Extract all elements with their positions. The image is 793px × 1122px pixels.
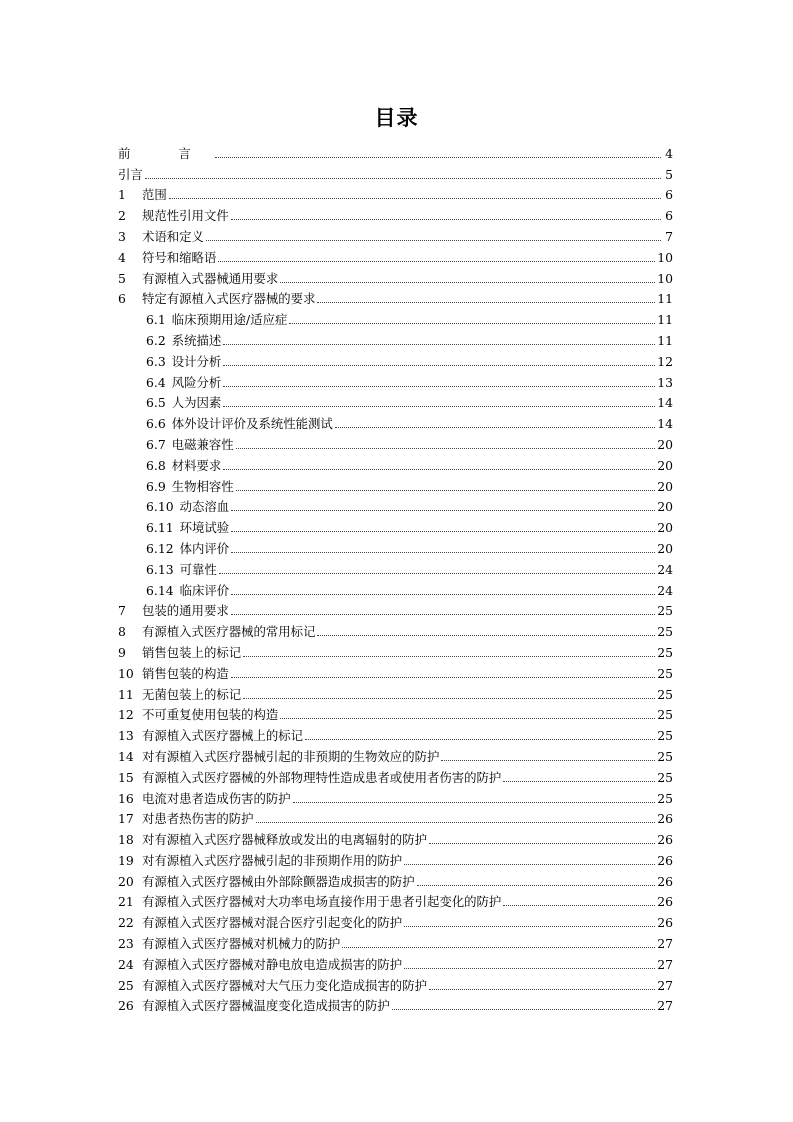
- toc-entry[interactable]: [118, 452, 673, 473]
- toc-entry-title: 包装的通用要求: [142, 603, 229, 619]
- toc-entry-title: 对有源植入式医疗器械释放或发出的电离辐射的防护: [142, 832, 427, 848]
- toc-entry-page-number: 25: [657, 603, 673, 619]
- toc-entry[interactable]: [118, 972, 673, 993]
- toc-entry-number: 4: [118, 249, 126, 265]
- dot-leader: [231, 677, 655, 678]
- toc-entry-title: 有源植入式医疗器械对混合医疗引起变化的防护: [142, 915, 403, 931]
- toc-entry-title: 生物相容性: [171, 478, 234, 494]
- toc-entry-number: 5: [118, 270, 126, 286]
- toc-entry[interactable]: [118, 785, 673, 806]
- toc-entry-page-number: 27: [657, 956, 673, 972]
- toc-entry-title: 规范性引用文件: [142, 208, 229, 224]
- dot-leader: [231, 552, 655, 553]
- toc-entry-page-number: 20: [657, 457, 673, 473]
- toc-entry[interactable]: [118, 410, 673, 431]
- toc-entry-number: 16: [118, 790, 134, 806]
- toc-entry-title: 引言: [118, 166, 143, 182]
- toc-entry-title: 风险分析: [171, 374, 222, 390]
- toc-entry-title: 有源植入式医疗器械对机械力的防护: [142, 936, 341, 952]
- dot-leader: [169, 198, 661, 199]
- toc-entry[interactable]: [118, 639, 673, 660]
- dot-leader: [404, 926, 655, 927]
- toc-entry-title: 环境试验: [179, 520, 230, 536]
- toc-entry-title: 销售包装的构造: [142, 665, 229, 681]
- toc-entry-title: 有源植入式医疗器械由外部除颤器造成损害的防护: [142, 873, 415, 889]
- dot-leader: [289, 323, 655, 324]
- toc-entry-title: 符号和缩略语: [142, 249, 217, 265]
- toc-entry-title: 无菌包装上的标记: [142, 686, 242, 702]
- toc-entry[interactable]: [118, 286, 673, 307]
- toc-entry-title: 有源植入式器械通用要求: [142, 270, 279, 286]
- toc-entry[interactable]: [118, 909, 673, 930]
- toc-entry[interactable]: [118, 306, 673, 327]
- toc-entry[interactable]: [118, 743, 673, 764]
- dot-leader: [145, 178, 661, 179]
- toc-entry-number: 6.10: [146, 499, 174, 515]
- toc-entry-page-number: 13: [657, 374, 673, 390]
- toc-entry-page-number: 14: [657, 395, 673, 411]
- dot-leader: [429, 843, 655, 844]
- toc-entry[interactable]: [118, 806, 673, 827]
- toc-entry-title: 前 言: [118, 145, 213, 161]
- toc-entry-number: 6: [118, 291, 126, 307]
- dot-leader: [404, 864, 655, 865]
- toc-entry-number: 6.8: [146, 457, 166, 473]
- toc-entry-page-number: 24: [657, 561, 673, 577]
- toc-entry-page-number: 27: [657, 977, 673, 993]
- toc-entry[interactable]: [118, 722, 673, 743]
- toc-entry[interactable]: [118, 140, 673, 161]
- toc-entry-title: 范围: [142, 187, 167, 203]
- toc-entry-number: 3: [118, 228, 126, 244]
- toc-entry-page-number: 26: [657, 894, 673, 910]
- toc-entry-title: 有源植入式医疗器械的常用标记: [142, 624, 316, 640]
- dot-leader: [206, 240, 661, 241]
- toc-entry-number: 6.11: [146, 520, 174, 536]
- toc-entry-title: 电磁兼容性: [171, 436, 234, 452]
- toc-entry-title: 体内评价: [179, 540, 230, 556]
- dot-leader: [256, 822, 656, 823]
- dot-leader: [243, 656, 655, 657]
- dot-leader: [219, 573, 655, 574]
- toc-entry-page-number: 20: [657, 436, 673, 452]
- toc-entry[interactable]: [118, 930, 673, 951]
- toc-entry-number: 20: [118, 873, 134, 889]
- toc-entry-title: 销售包装上的标记: [142, 644, 242, 660]
- dot-leader: [223, 365, 655, 366]
- dot-leader: [231, 219, 661, 220]
- toc-entry-title: 设计分析: [171, 353, 222, 369]
- dot-leader: [503, 781, 655, 782]
- dot-leader: [223, 406, 655, 407]
- toc-entry[interactable]: [118, 390, 673, 411]
- toc-entry-page-number: 26: [657, 832, 673, 848]
- toc-entry-title: 对患者热伤害的防护: [142, 811, 254, 827]
- toc-entry[interactable]: [118, 431, 673, 452]
- toc-entry[interactable]: [118, 951, 673, 972]
- toc-entry-number: 1: [118, 187, 126, 203]
- toc-entry-number: 6.1: [146, 312, 166, 328]
- toc-entry[interactable]: [118, 681, 673, 702]
- toc-entry-page-number: 25: [657, 728, 673, 744]
- toc-entry-number: 6.7: [146, 436, 166, 452]
- dot-leader: [429, 989, 655, 990]
- toc-entry-page-number: 25: [657, 748, 673, 764]
- dot-leader: [280, 282, 655, 283]
- dot-leader: [404, 968, 655, 969]
- toc-entry[interactable]: [118, 993, 673, 1014]
- toc-entry-title: 电流对患者造成伤害的防护: [142, 790, 291, 806]
- toc-entry-number: 10: [118, 665, 134, 681]
- dot-leader: [243, 698, 655, 699]
- toc-entry-number: 6.6: [146, 416, 166, 432]
- dot-leader: [317, 635, 655, 636]
- dot-leader: [280, 718, 655, 719]
- toc-entry-page-number: 25: [657, 644, 673, 660]
- toc-entry[interactable]: [118, 327, 673, 348]
- toc-entry-title: 特定有源植入式医疗器械的要求: [142, 291, 316, 307]
- toc-entry-title: 动态溶血: [179, 499, 230, 515]
- toc-entry-page-number: 25: [657, 707, 673, 723]
- toc-entry-page-number: 5: [665, 166, 673, 182]
- toc-entry-title: 术语和定义: [142, 228, 204, 244]
- toc-entry-number: 21: [118, 894, 134, 910]
- toc-entry-title: 体外设计评价及系统性能测试: [171, 416, 333, 432]
- toc-entry-page-number: 11: [657, 332, 673, 348]
- toc-entry[interactable]: [118, 847, 673, 868]
- toc-entry-number: 13: [118, 728, 134, 744]
- toc-entry-page-number: 26: [657, 811, 673, 827]
- toc-entry-number: 18: [118, 832, 134, 848]
- dot-leader: [231, 594, 655, 595]
- toc-entry-number: 14: [118, 748, 134, 764]
- toc-entry-page-number: 14: [657, 416, 673, 432]
- toc-entry-page-number: 26: [657, 873, 673, 889]
- toc-entry[interactable]: [118, 348, 673, 369]
- dot-leader: [293, 802, 656, 803]
- toc-entry-title: 人为因素: [171, 395, 222, 411]
- dot-leader: [305, 739, 655, 740]
- toc-entry[interactable]: [118, 868, 673, 889]
- toc-entry-number: 8: [118, 624, 126, 640]
- toc-entry[interactable]: [118, 826, 673, 847]
- toc-entry-page-number: 4: [665, 145, 673, 161]
- dot-leader: [441, 760, 655, 761]
- toc-entry-page-number: 11: [657, 312, 673, 328]
- toc-entry-number: 25: [118, 977, 134, 993]
- toc-entry-page-number: 6: [665, 187, 673, 203]
- toc-entry-page-number: 26: [657, 915, 673, 931]
- toc-entry-number: 26: [118, 998, 134, 1014]
- dot-leader: [215, 157, 661, 158]
- toc-entry-title: 有源植入式医疗器械对大功率电场直接作用于患者引起变化的防护: [142, 894, 502, 910]
- toc-entry[interactable]: [118, 764, 673, 785]
- toc-entry[interactable]: [118, 889, 673, 910]
- toc-entry-page-number: 25: [657, 624, 673, 640]
- toc-entry-page-number: 26: [657, 852, 673, 868]
- toc-entry-number: 6.9: [146, 478, 166, 494]
- dot-leader: [223, 344, 655, 345]
- toc-entry-page-number: 20: [657, 540, 673, 556]
- toc-entry[interactable]: [118, 202, 673, 223]
- toc-entry[interactable]: [118, 660, 673, 681]
- toc-entry-number: 23: [118, 936, 134, 952]
- toc-entry-title: 临床评价: [179, 582, 230, 598]
- toc-entry[interactable]: [118, 556, 673, 577]
- toc-entry-number: 19: [118, 852, 134, 868]
- toc-entry-number: 15: [118, 769, 134, 785]
- toc-entry-title: 系统描述: [171, 332, 222, 348]
- toc-entry-number: 6.4: [146, 374, 166, 390]
- dot-leader: [335, 427, 655, 428]
- toc-entry-page-number: 6: [665, 208, 673, 224]
- toc-entry[interactable]: [118, 514, 673, 535]
- toc-entry[interactable]: [118, 244, 673, 265]
- toc-entry-page-number: 20: [657, 499, 673, 515]
- page-title: 目录: [374, 106, 419, 130]
- dot-leader: [317, 302, 655, 303]
- toc-entry-page-number: 27: [657, 936, 673, 952]
- toc-entry-title: 对有源植入式医疗器械引起的非预期作用的防护: [142, 852, 403, 868]
- toc-entry[interactable]: [118, 182, 673, 203]
- dot-leader: [503, 905, 655, 906]
- toc-entry-page-number: 20: [657, 520, 673, 536]
- dot-leader: [417, 885, 656, 886]
- toc-entry-title: 有源植入式医疗器械的外部物理特性造成患者或使用者伤害的防护: [142, 769, 502, 785]
- toc-entry-number: 12: [118, 707, 134, 723]
- toc-entry-page-number: 25: [657, 665, 673, 681]
- toc-entry-page-number: 25: [657, 769, 673, 785]
- toc-entry-number: 17: [118, 811, 134, 827]
- toc-entry-number: 6.2: [146, 332, 166, 348]
- toc-entry-page-number: 24: [657, 582, 673, 598]
- toc-entry-page-number: 7: [665, 228, 673, 244]
- toc-entry-page-number: 25: [657, 686, 673, 702]
- toc-entry[interactable]: [118, 577, 673, 598]
- toc-entry-number: 22: [118, 915, 134, 931]
- toc-entry[interactable]: [118, 473, 673, 494]
- toc-entry[interactable]: [118, 702, 673, 723]
- toc-entry[interactable]: [118, 535, 673, 556]
- dot-leader: [231, 510, 655, 511]
- toc-entry-number: 24: [118, 956, 134, 972]
- dot-leader: [223, 386, 655, 387]
- dot-leader: [236, 448, 656, 449]
- toc-entry[interactable]: [118, 618, 673, 639]
- toc-entry-title: 有源植入式医疗器械温度变化造成损害的防护: [142, 998, 390, 1014]
- toc-entry[interactable]: [118, 598, 673, 619]
- dot-leader: [342, 947, 655, 948]
- toc-entry-page-number: 11: [657, 291, 673, 307]
- toc-entry-number: 6.5: [146, 395, 166, 411]
- toc-entry-number: 6.12: [146, 540, 174, 556]
- toc-entry-title: 可靠性: [179, 561, 217, 577]
- toc-entry-title: 有源植入式医疗器械上的标记: [142, 728, 304, 744]
- toc-entry-title: 有源植入式医疗器械对大气压力变化造成损害的防护: [142, 977, 427, 993]
- toc-entry-page-number: 25: [657, 790, 673, 806]
- toc-entry[interactable]: [118, 265, 673, 286]
- toc-entry-number: 6.3: [146, 353, 166, 369]
- dot-leader: [231, 614, 655, 615]
- dot-leader: [392, 1009, 655, 1010]
- toc-entry-title: 有源植入式医疗器械对静电放电造成损害的防护: [142, 956, 403, 972]
- toc-entry-page-number: 27: [657, 998, 673, 1014]
- toc-entry[interactable]: [118, 494, 673, 515]
- toc-entry-number: 2: [118, 208, 126, 224]
- toc-entry-number: 6.13: [146, 561, 174, 577]
- toc-entry-number: 11: [118, 686, 134, 702]
- dot-leader: [236, 490, 656, 491]
- toc-entry-number: 9: [118, 644, 126, 660]
- table-of-contents: [118, 140, 673, 1013]
- dot-leader: [218, 261, 655, 262]
- toc-entry-number: 6.14: [146, 582, 174, 598]
- toc-entry[interactable]: [118, 369, 673, 390]
- toc-entry-page-number: 12: [657, 353, 673, 369]
- toc-entry-page-number: 20: [657, 478, 673, 494]
- toc-entry-page-number: 10: [657, 270, 673, 286]
- toc-entry-number: 7: [118, 603, 126, 619]
- toc-entry-title: 临床预期用途/适应症: [171, 312, 288, 328]
- toc-entry[interactable]: [118, 161, 673, 182]
- toc-entry-title: 对有源植入式医疗器械引起的非预期的生物效应的防护: [142, 748, 440, 764]
- dot-leader: [231, 531, 655, 532]
- dot-leader: [223, 469, 655, 470]
- toc-entry-page-number: 10: [657, 249, 673, 265]
- toc-entry-title: 不可重复使用包装的构造: [142, 707, 279, 723]
- toc-entry[interactable]: [118, 223, 673, 244]
- toc-entry-title: 材料要求: [171, 457, 222, 473]
